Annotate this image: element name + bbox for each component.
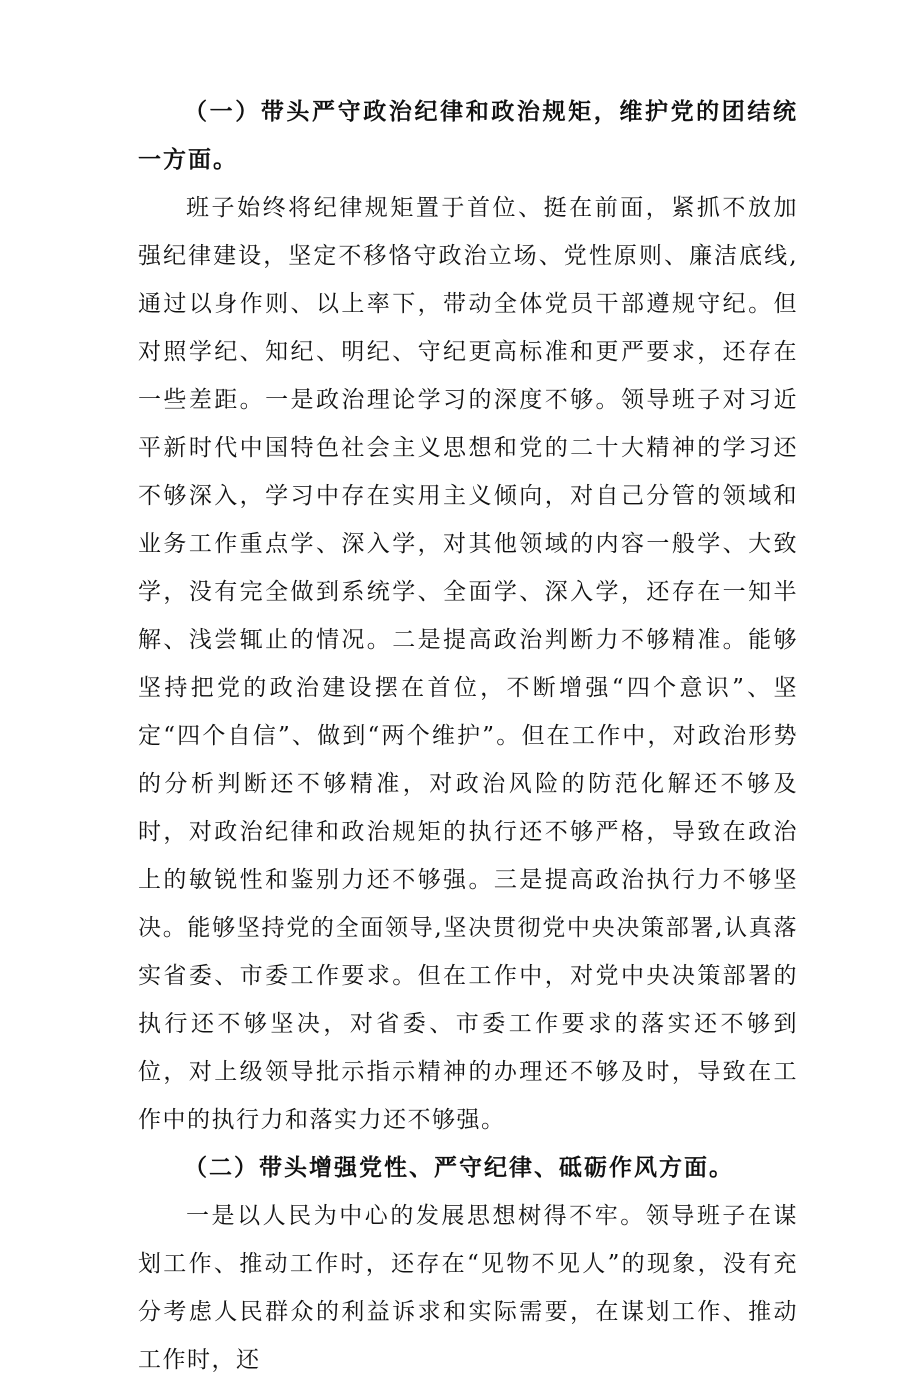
- section-paragraph-2: 一是以人民为中心的发展思想树得不牢。领导班子在谋划工作、推动工作时，还存在“见物不见人”的现象，没有充分考虑人民群众的利益诉求和实际需要，在谋划工作、推动工作时，还: [138, 1203, 798, 1373]
- document-page: [138, 88, 798, 1384]
- section-heading-2: （二）带头增强党性、严守纪律、砥砺作风方面。: [184, 1155, 734, 1181]
- section-heading-1: （一）带头严守政治纪律和政治规矩，维护党的团结统一方面。: [138, 99, 798, 173]
- section-paragraph-1: 班子始终将纪律规矩置于首位、挺在前面，紧抓不放加强纪律建设，坚定不移恪守政治立场、党性原则、廉洁底线,通过以身作则、以上率下，带动全体党员干部遵规守纪。但对照学纪、知纪、明纪、守纪更高标准和更严要求，还存在一些差距。一是政治理论学习的深度不够。领导班子对习近平新时代中国特色社会主义思想和党的二十大精神的学习还不够深入，学习中存在实用主义倾向，对自己分管的领域和业务工作重点学、深入学，对其他领域的内容一般学、大致学，没有完全做到系统学、全面学、深入学，还存在一知半解、浅尝辄止的情况。二是提高政治判断力不够精准。能够坚持把党的政治建设摆在首位，不断增强“四个意识”、坚定“四个自信”、做到“两个维护”。但在工作中，对政治形势的分析判断还不够精准，对政治风险的防范化解还不够及时，对政治纪律和政治规矩的执行还不够严格，导致在政治上的敏锐性和鉴别力还不够强。三是提高政治执行力不够坚决。能够坚持党的全面领导,坚决贯彻党中央决策部署,认真落实省委、市委工作要求。但在工作中，对党中央决策部署的执行还不够坚决，对省委、市委工作要求的落实还不够到位，对上级领导批示指示精神的办理还不够及时，导致在工作中的执行力和落实力还不够强。: [138, 195, 798, 1133]
